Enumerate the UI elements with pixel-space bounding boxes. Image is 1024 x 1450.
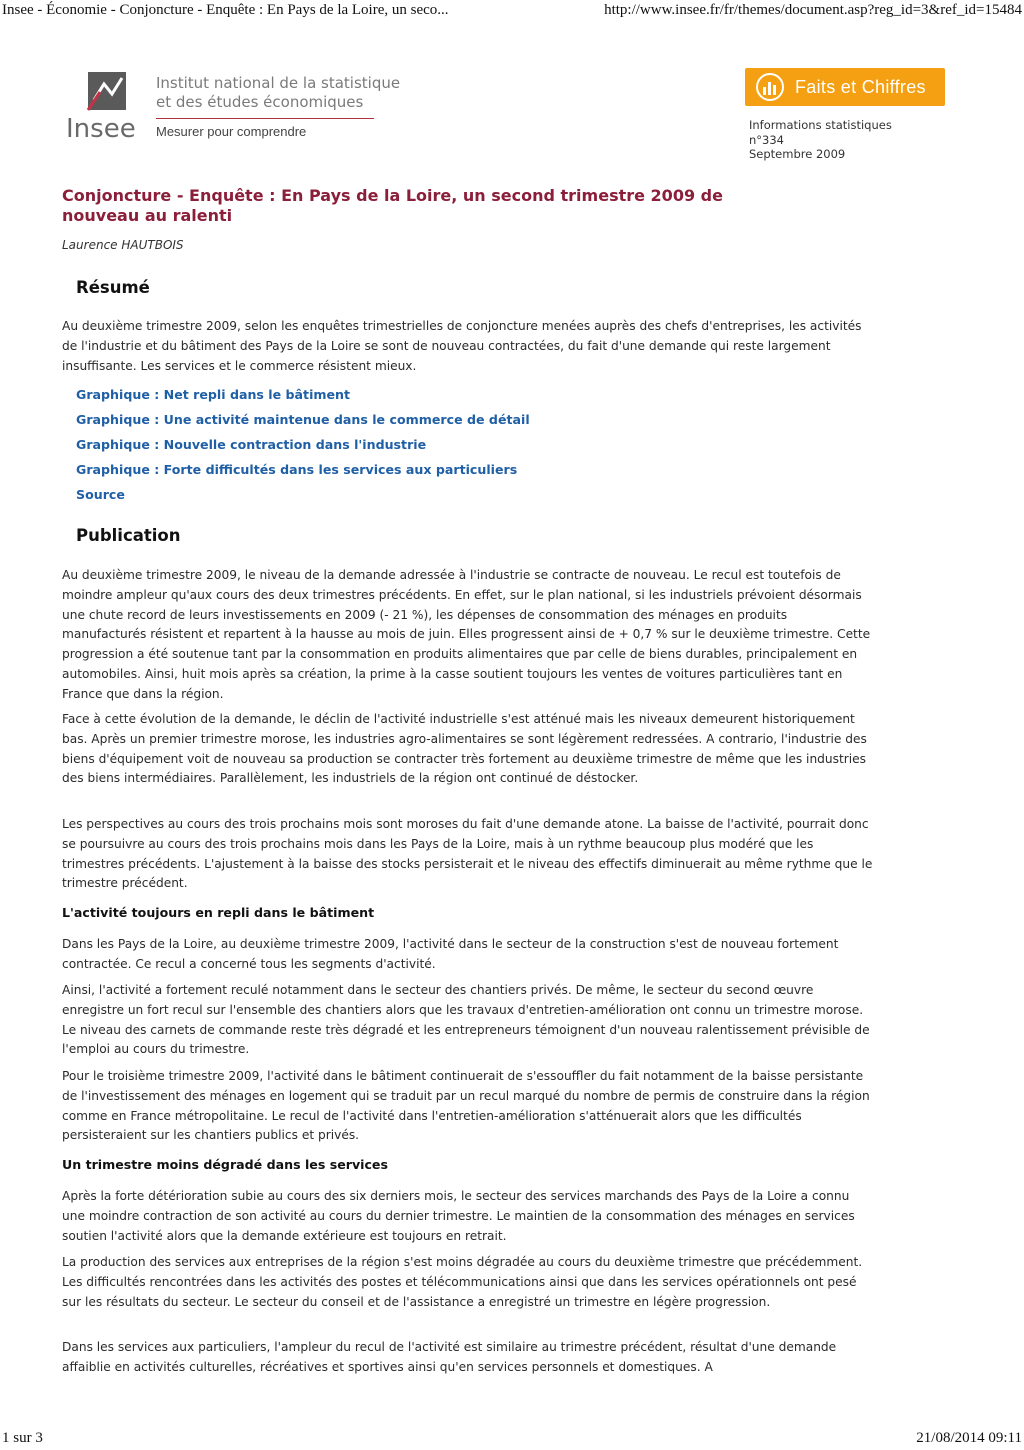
faits-et-chiffres-badge[interactable] — [745, 68, 945, 106]
insee-logo-icon — [84, 70, 128, 116]
insee-logo[interactable] — [64, 68, 414, 148]
subheading-services: Un trimestre moins dégradé dans les services — [62, 1157, 388, 1172]
page-counter: 1 sur 3 — [2, 1430, 43, 1446]
link-graph-commerce[interactable]: Graphique : Une activité maintenue dans le commerce de détail — [76, 412, 530, 427]
graph-links — [76, 384, 776, 509]
publication-paragraph-2: Face à cette évolution de la demande, le déclin de l'activité industrielle s'est atténué mais les niveaux demeurent historiquement bas. Après un premier trimestre morose, les industries agro-alimentaires se sont légèrement redressées. A contrario, l'industrie des biens d'équipement voit de nouveau sa production se contracter très fortement au deuxième trimestre de même que les industries des biens intermédiaires. Parallèlement, les industriels de la région ont continué de déstocker. — [62, 712, 867, 786]
institution-name — [156, 74, 400, 112]
subheading-batiment: L'activité toujours en repli dans le bâtiment — [62, 905, 375, 920]
services-paragraph-1: Après la forte détérioration subie au cours des six derniers mois, le secteur des services marchands des Pays de la Loire a connu une moindre contraction de son activité au cours du dernier trimestre. Le maintien de la consommation des ménages en services soutien l'activité alors que la demande extérieure est toujours en retrait. — [62, 1189, 855, 1243]
link-graph-services[interactable]: Graphique : Forte difficultés dans les services aux particuliers — [76, 462, 518, 477]
institution-line-1: Institut national de la statistique — [156, 74, 401, 92]
services-paragraph-3: Dans les services aux particuliers, l'ampleur du recul de l'activité est similaire au trimestre précédent, résultat d'une demande affaiblie en activités culturelles, récréatives et sportives ainsi qu'en services personnels et domestiques. A — [62, 1340, 837, 1374]
institution-line-2: et des études économiques — [156, 93, 364, 111]
faits-et-chiffres-label: Faits et Chiffres — [795, 76, 926, 97]
institution-tagline: Mesurer pour comprendre — [156, 124, 307, 139]
services-paragraph-2: La production des services aux entreprises de la région s'est moins dégradée au cours du deuxième trimestre que précédemment. Les difficultés rencontrées dans les activités des postes et télécommunications ainsi que dans les services opérationnels ont pesé sur les résultats du secteur. Le secteur du conseil et de l'assistance a enregistré un trimestre en légère progression. — [62, 1255, 863, 1309]
print-header-title: Insee - Économie - Conjoncture - Enquête : En Pays de la Loire, un seco... — [2, 2, 449, 18]
link-graph-batiment[interactable]: Graphique : Net repli dans le bâtiment — [76, 387, 351, 402]
publication-heading: Publication — [76, 526, 181, 545]
publication-info — [749, 118, 892, 162]
link-graph-industrie[interactable]: Graphique : Nouvelle contraction dans l'industrie — [76, 437, 427, 452]
batiment-paragraph-3: Pour le troisième trimestre 2009, l'activité dans le bâtiment continuerait de s'essouffler du fait notamment de la baisse persistante de l'investissement des ménages en logement qui se traduit par un recul marqué du nombre de permis de construire dans la région comme en France métropolitaine. Le recul de l'activité dans l'entretien-amélioration s'atténuerait alors que les difficultés persisteraient sur les chantiers publics et privés. — [62, 1069, 870, 1143]
publication-number: n°334 — [749, 132, 784, 147]
resume-heading: Résumé — [76, 278, 150, 297]
link-source[interactable]: Source — [76, 487, 125, 502]
article-author: Laurence HAUTBOIS — [62, 238, 184, 252]
bar-chart-icon — [755, 72, 785, 102]
print-header-url: http://www.insee.fr/fr/themes/document.asp?reg_id=3&ref_id=15484 — [604, 2, 1022, 18]
batiment-paragraph-1: Dans les Pays de la Loire, au deuxième trimestre 2009, l'activité dans le secteur de la construction s'est de nouveau fortement contractée. Ce recul a concerné tous les segments d'activité. — [62, 937, 839, 971]
batiment-paragraph-2: Ainsi, l'activité a fortement reculé notamment dans le secteur des chantiers privés. De même, le secteur du second œuvre enregistre un fort recul sur l'ensemble des chantiers alors que les travaux d'entretien-amélioration ont connu un trimestre morose. Le niveau des carnets de commande reste très dégradé et les entrepreneurs témoignent d'un nouveau ralentissement prévisible de l'emploi au cours du trimestre. — [62, 983, 870, 1057]
publication-paragraph-1: Au deuxième trimestre 2009, le niveau de la demande adressée à l'industrie se contracte de nouveau. Le recul est toutefois de moindre ampleur qu'aux cours des deux trimestres précédents. En effet, sur le plan national, si les industriels prévoient désormais une chute record de leurs investissements en 2009 (- 21 %), les dépenses de consommation des ménages en produits manufacturés résistent et repartent à la hausse au mois de juin. Elles progressent ainsi de + 0,7 % sur le deuxième trimestre. Cette progression a été soutenue tant par la consommation en produits alimentaires que par celle de biens durables, principalement en automobiles. Ainsi, huit mois après sa création, la prime à la casse soutient toujours les ventes de voitures particulières tant en France que dans la région. — [62, 568, 871, 701]
resume-paragraph: Au deuxième trimestre 2009, selon les enquêtes trimestrielles de conjoncture menées auprès des chefs d'entreprises, les activités de l'industrie et du bâtiment des Pays de la Loire se sont de nouveau contractées, du fait d'une demande qui reste largement insuffisante. Les services et le commerce résistent mieux. — [62, 319, 862, 373]
print-header — [0, 2, 1024, 24]
article-title: Conjoncture - Enquête : En Pays de la Loire, un second trimestre 2009 de nouveau au ralenti — [62, 186, 723, 225]
publication-series: Informations statistiques — [749, 118, 892, 132]
print-datetime: 21/08/2014 09:11 — [916, 1430, 1022, 1446]
publication-date: Septembre 2009 — [749, 147, 846, 161]
print-footer — [0, 1430, 1024, 1450]
logo-divider — [156, 118, 374, 119]
publication-paragraph-3: Les perspectives au cours des trois prochains mois sont moroses du fait d'une demande atone. La baisse de l'activité, pourrait donc se poursuivre au cours des trois prochains mois dans les Pays de la Loire, mais à un rythme beaucoup plus modéré que les trimestres précédents. L'ajustement à la baisse des stocks persisterait et le niveau des effectifs diminuerait au même rythme que le trimestre précédent. — [62, 817, 873, 891]
insee-wordmark: Insee — [66, 114, 136, 144]
